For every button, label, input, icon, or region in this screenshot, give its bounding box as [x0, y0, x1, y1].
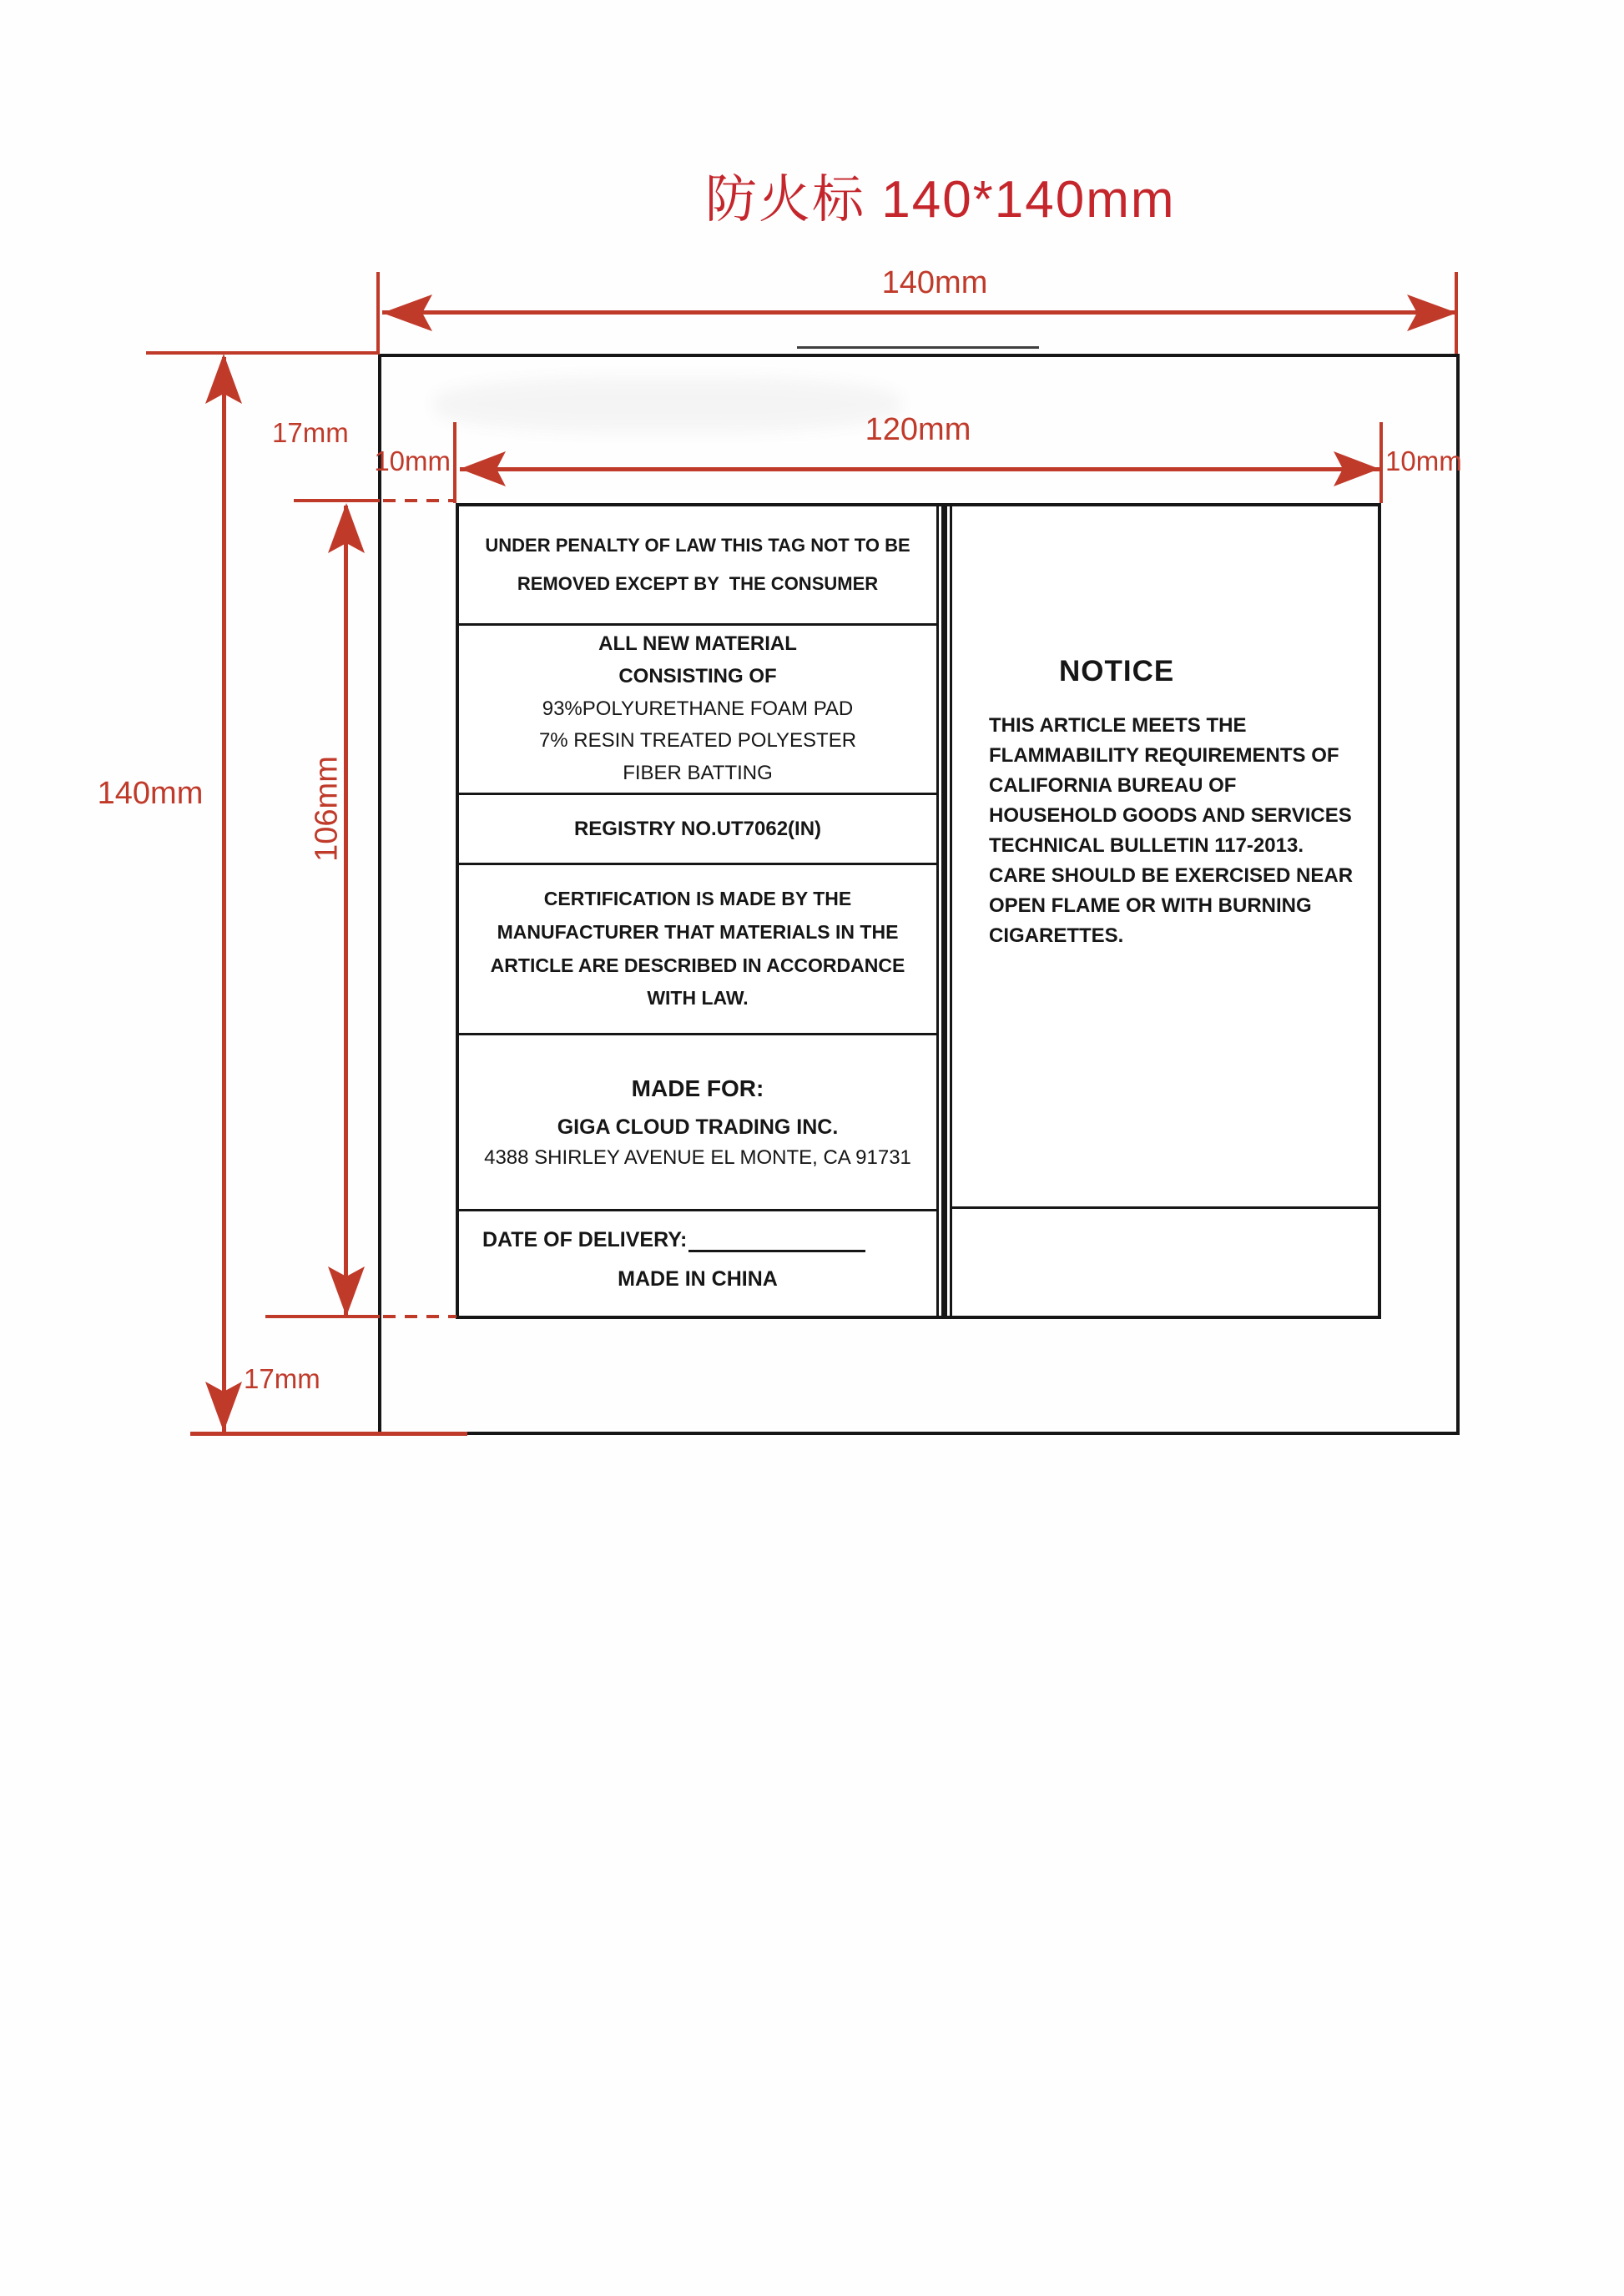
column-divider-bar [941, 506, 947, 1316]
page-title: 防火标 140*140mm [705, 171, 1176, 229]
dim-margin-bottom-label: 17mm [244, 1363, 320, 1394]
material-line: CONSISTING OF [618, 664, 777, 687]
dim-margin-left-label: 10mm [374, 446, 451, 476]
dim-top-width-line [382, 310, 1457, 315]
company-name: GIGA CLOUD TRADING INC. [557, 1115, 839, 1139]
dim-inner-width-label: 120mm [865, 412, 971, 447]
dim-margin-right-label: 10mm [1385, 446, 1462, 476]
dim-extension-dashed [383, 1315, 456, 1318]
penalty-line: UNDER PENALTY OF LAW THIS TAG NOT TO BE [485, 534, 910, 556]
label-right-column [950, 506, 1378, 1316]
material-section [459, 626, 936, 795]
law-label [456, 503, 1381, 1319]
registry-number: REGISTRY NO.UT7062(IN) [573, 817, 822, 840]
date-fill-line [688, 1230, 865, 1252]
made-in-china: MADE IN CHINA [618, 1267, 778, 1291]
penalty-line: REMOVED EXCEPT BY THE CONSUMER [517, 573, 879, 594]
dim-tick [376, 272, 380, 354]
delivery-section [459, 1211, 936, 1316]
material-line: 7% RESIN TREATED POLYESTER [538, 729, 857, 753]
company-address: 4388 SHIRLEY AVENUE EL MONTE, CA 91731 [484, 1145, 911, 1169]
dim-margin-top-label: 17mm [272, 417, 349, 448]
certification-line: CERTIFICATION IS MADE BY THE [543, 888, 852, 910]
notice-line: OPEN FLAME OR WITH BURNING [989, 894, 1312, 917]
notice-paragraph [952, 711, 1378, 951]
registry-section [459, 795, 936, 865]
notice-line: CALIFORNIA BUREAU OF [989, 774, 1237, 797]
material-line: ALL NEW MATERIAL [598, 632, 797, 655]
notice-line: CIGARETTES. [989, 924, 1124, 947]
dim-tick [190, 1432, 467, 1436]
material-line: FIBER BATTING [623, 762, 773, 785]
notice-line: FLAMMABILITY REQUIREMENTS OF [989, 744, 1339, 767]
dim-inner-height-label: 106mm [309, 756, 345, 862]
dim-tick [1455, 272, 1458, 354]
label-left-column [459, 506, 939, 1316]
delivery-row [482, 1228, 936, 1252]
certification-line: WITH LAW. [647, 987, 749, 1010]
certification-section [459, 865, 936, 1035]
notice-line: HOUSEHOLD GOODS AND SERVICES [989, 804, 1352, 827]
notice-line: TECHNICAL BULLETIN 117-2013. [989, 834, 1304, 857]
dim-tick [1379, 422, 1383, 503]
dim-tick [146, 351, 380, 355]
delivery-date-label: DATE OF DELIVERY: [482, 1228, 688, 1251]
dim-tick [453, 422, 456, 503]
made-for-section [459, 1035, 936, 1211]
dim-inner-height-line [344, 506, 348, 1317]
dim-top-width-label: 140mm [881, 265, 988, 300]
dim-outer-height-label: 140mm [97, 776, 204, 811]
dim-outer-height-line [222, 357, 226, 1432]
material-line: 93%POLYURETHANE FOAM PAD [542, 697, 854, 720]
notice-line: CARE SHOULD BE EXERCISED NEAR [989, 864, 1354, 887]
penalty-section [459, 506, 936, 626]
certification-line: MANUFACTURER THAT MATERIALS IN THE [497, 920, 899, 943]
notice-section [952, 506, 1378, 1209]
certification-line: ARTICLE ARE DESCRIBED IN ACCORDANCE [490, 954, 905, 976]
made-for-heading: MADE FOR: [631, 1075, 764, 1101]
dim-extension-dashed [383, 499, 456, 502]
border-artifact-line [797, 346, 1039, 349]
blank-section [952, 1209, 1378, 1316]
dim-tick [265, 1315, 380, 1318]
dim-tick [294, 499, 380, 502]
dim-inner-width-line [460, 467, 1379, 471]
notice-line: THIS ARTICLE MEETS THE [989, 714, 1247, 737]
notice-heading: NOTICE [1059, 655, 1175, 687]
